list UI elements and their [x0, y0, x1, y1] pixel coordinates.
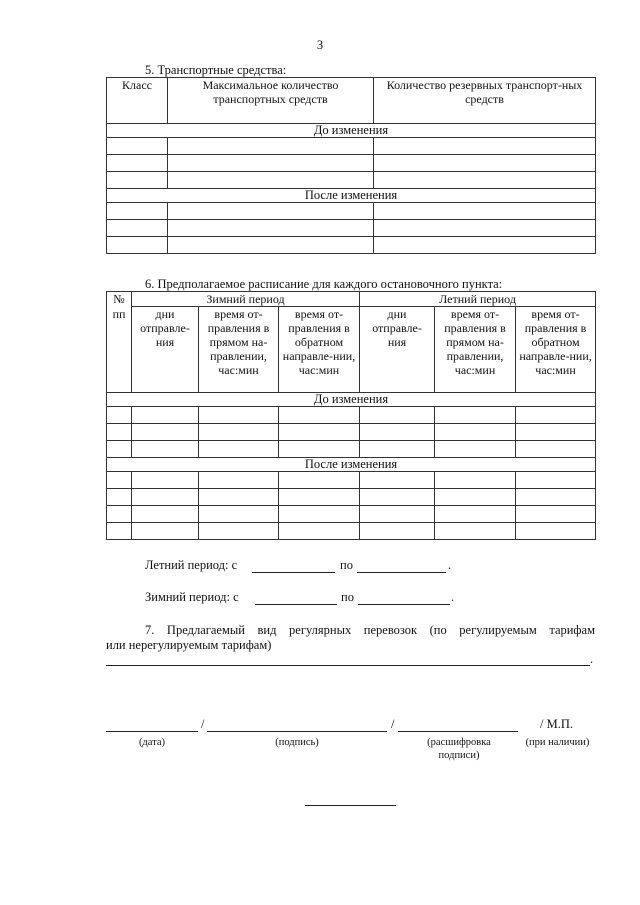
signature-caption: (подпись) — [275, 737, 319, 748]
table-row — [107, 138, 596, 155]
summer-days: дни отправле-ния — [360, 307, 435, 393]
section7-line2: или нерегулируемым тарифам) — [106, 638, 272, 652]
before-change-label: До изменения — [107, 124, 596, 138]
after-change-label: После изменения — [107, 189, 596, 203]
section7-line1: 7. Предлагаемый вид регулярных перевозок (по регулируемым тарифам — [145, 623, 595, 637]
header-winter: Зимний период — [132, 292, 360, 307]
slash-1: / — [201, 717, 205, 731]
table-row — [107, 424, 596, 441]
header-number: № пп — [107, 292, 132, 393]
signature-field[interactable] — [207, 731, 387, 732]
winter-reverse: время от-правления в обратном направле-нии, час:мин — [279, 307, 360, 393]
date-field[interactable] — [106, 731, 198, 732]
schedule-table — [106, 291, 596, 540]
table-row — [107, 506, 596, 523]
winter-to-field[interactable] — [358, 604, 450, 605]
table-row — [107, 155, 596, 172]
winter-to-label: по — [341, 590, 354, 604]
vehicles-table — [106, 77, 596, 254]
table-row — [107, 523, 596, 540]
header-max-vehicles: Максимальное количество транспортных средств — [168, 78, 374, 124]
winter-from-field[interactable] — [255, 604, 337, 605]
summer-from-field[interactable] — [252, 572, 335, 573]
section7-end-dot: . — [590, 652, 594, 666]
summer-end-dot: . — [448, 558, 452, 572]
before-change-label: До изменения — [107, 393, 596, 407]
date-caption: (дата) — [138, 737, 166, 748]
summer-period-label: Летний период: с — [145, 558, 238, 572]
table-row — [107, 407, 596, 424]
header-class: Класс — [107, 78, 168, 124]
transport-type-field[interactable] — [106, 665, 590, 666]
winter-end-dot: . — [451, 590, 455, 604]
header-summer: Летний период — [360, 292, 596, 307]
footer-rule — [305, 805, 396, 806]
stamp-caption: (при наличии) — [525, 737, 590, 748]
summer-to-field[interactable] — [357, 572, 446, 573]
table-row — [107, 237, 596, 254]
table-row — [107, 472, 596, 489]
summer-to-label: по — [340, 558, 353, 572]
table-row — [107, 172, 596, 189]
section6-title: 6. Предполагаемое расписание для каждого остановочного пункта: — [145, 277, 503, 291]
table-row — [107, 203, 596, 220]
winter-period-label: Зимний период: с — [145, 590, 239, 604]
table-row — [107, 489, 596, 506]
after-change-label: После изменения — [107, 458, 596, 472]
stamp-label: / М.П. — [540, 717, 573, 731]
summer-reverse: время от-правления в обратном направле-нии, час:мин — [516, 307, 596, 393]
section5-title: 5. Транспортные средства: — [145, 63, 287, 77]
table-row — [107, 220, 596, 237]
winter-forward: время от-правления в прямом на-правлении, час:мин — [199, 307, 279, 393]
decoding-caption: (расшифровка подписи) — [427, 737, 491, 761]
decoding-field[interactable] — [398, 731, 518, 732]
page-number: 3 — [316, 38, 324, 52]
summer-forward: время от-правления в прямом на-правлении, час:мин — [435, 307, 516, 393]
table-row — [107, 441, 596, 458]
slash-2: / — [391, 717, 395, 731]
winter-days: дни отправле-ния — [132, 307, 199, 393]
header-reserve-vehicles: Количество резервных транспорт-ных средств — [374, 78, 596, 124]
